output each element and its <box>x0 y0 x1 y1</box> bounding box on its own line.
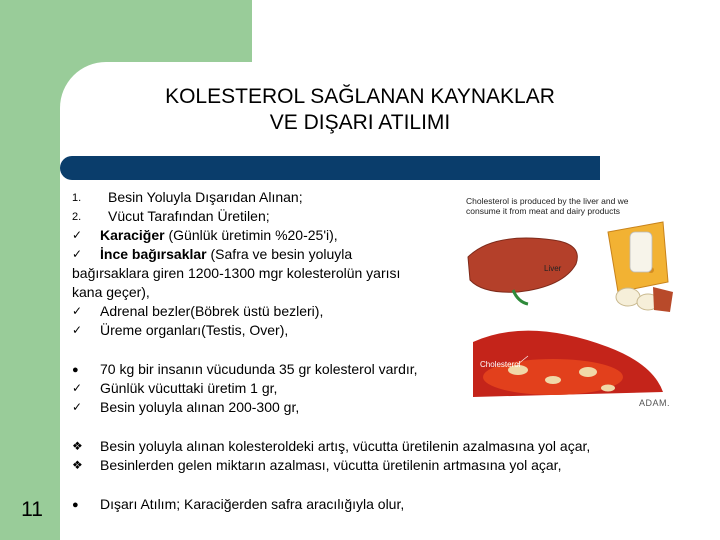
title-divider-bar <box>60 156 600 180</box>
source-item-body: Vücut Tarafından Üretilen; <box>108 208 270 224</box>
title-line-2: VE DIŞARI ATILIMI <box>269 111 451 134</box>
fact-body-total: 70 kg bir insanın vücudunda 35 gr kolesterol vardır, <box>100 361 418 377</box>
fact-daily-production: Günlük vücuttaki üretim 1 gr, <box>100 380 278 396</box>
adrenal-item: Adrenal bezler(Böbrek üstü bezleri), <box>100 303 324 319</box>
intestine-label: İnce bağırsaklar <box>100 246 207 262</box>
liver-label: Karaciğer <box>100 227 165 243</box>
page-number: 11 <box>21 498 43 521</box>
check-icon: ✓ <box>72 304 83 318</box>
regulation-decrease: Besinlerden gelen miktarın azalması, vücutta üretilenin artmasına yol açar, <box>100 457 562 473</box>
reproductive-item: Üreme organları(Testis, Over), <box>100 322 289 338</box>
bullet-dot-icon: ● <box>72 364 79 376</box>
adam-logo: ADAM. <box>638 398 670 408</box>
bullet-dot-icon: ● <box>72 499 79 511</box>
title-line-1: KOLESTEROL SAĞLANAN KAYNAKLAR <box>165 85 555 108</box>
slide-title <box>60 84 660 136</box>
check-icon: ✓ <box>72 381 83 395</box>
regulation-increase: Besin yoluyla alınan kolesteroldeki artış, vücutta üretilenin azalmasına yol açar, <box>100 438 591 454</box>
check-icon: ✓ <box>72 228 83 242</box>
excretion-item: Dışarı Atılım; Karaciğerden safra aracılığıyla olur, <box>100 496 405 512</box>
fact-diet-intake: Besin yoluyla alınan 200-300 gr, <box>100 399 300 415</box>
number-marker: 2. <box>72 211 82 223</box>
illustration-caption: Cholesterol is produced by the liver and we consume it from meat and dairy products <box>466 196 629 216</box>
source-item-diet: Besin Yoluyla Dışarıdan Alınan; <box>108 189 303 205</box>
cholesterol-label: Cholesterol <box>480 360 521 369</box>
number-marker: 1. <box>72 192 82 204</box>
diamond-bullet-icon: ❖ <box>72 458 83 472</box>
check-icon: ✓ <box>72 400 83 414</box>
text-line: bağırsaklara giren 1200-1300 mgr kolesterolün yarısı <box>72 265 401 281</box>
text-line: kana geçer), <box>72 284 150 300</box>
liver-label: Liver <box>544 264 562 273</box>
green-side-strip <box>0 0 60 540</box>
diamond-bullet-icon: ❖ <box>72 439 83 453</box>
illustration-graphic <box>458 192 678 412</box>
check-icon: ✓ <box>72 247 83 261</box>
intestine-detail: (Safra ve besin yoluyla <box>210 246 353 262</box>
check-icon: ✓ <box>72 323 83 337</box>
cholesterol-illustration <box>458 192 678 412</box>
liver-detail: (Günlük üretimin %20-25'i), <box>168 227 338 243</box>
